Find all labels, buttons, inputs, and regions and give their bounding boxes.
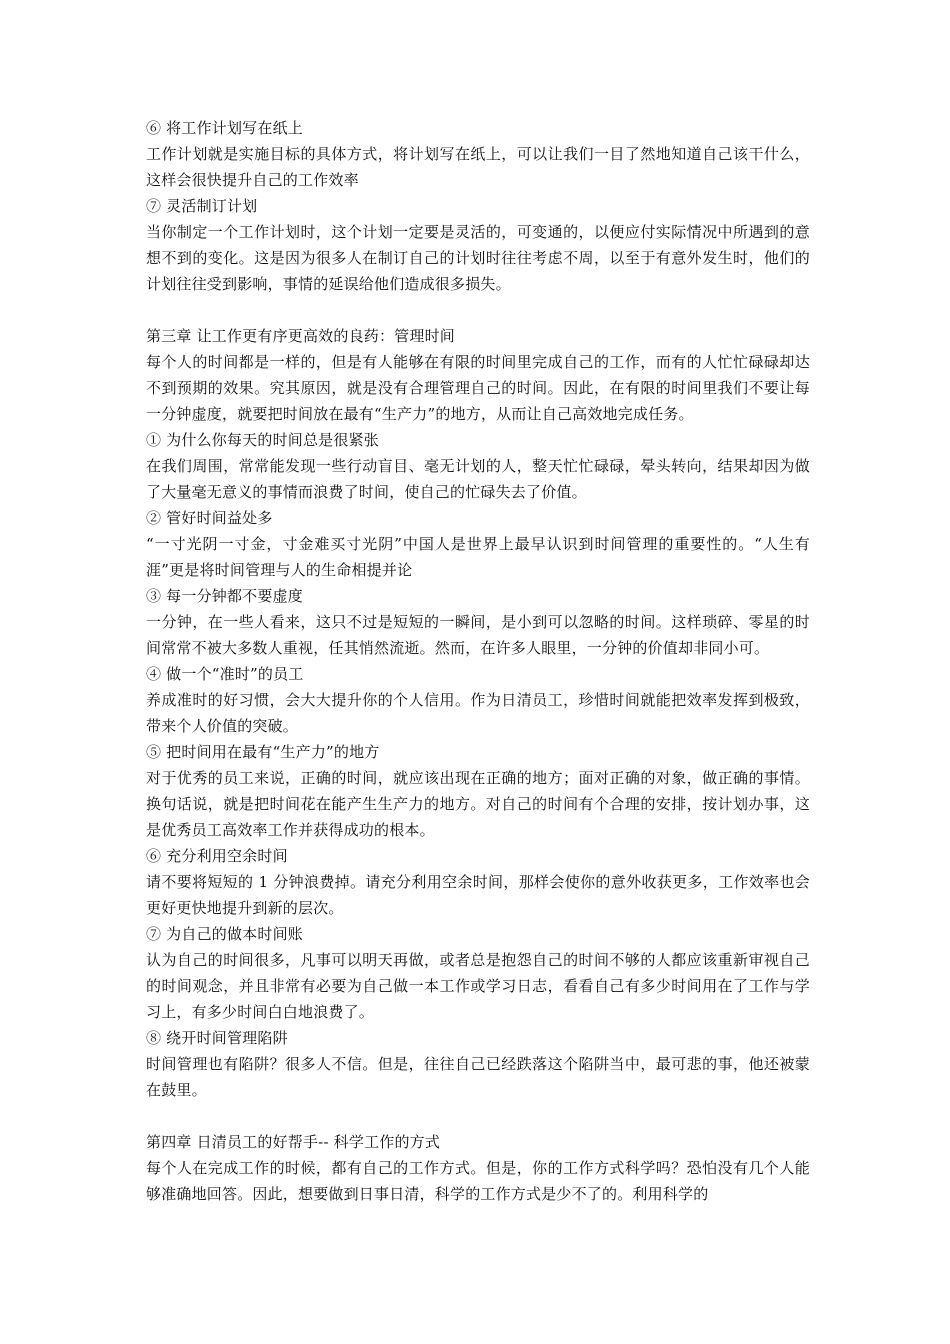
paragraph: 在我们周围，常常能发现一些行动盲目、毫无计划的人，整天忙忙碌碌，晕头转向，结果却因为做了大量毫无意义的事情而浪费了时间，使自己的忙碌失去了价值。 [146,457,810,501]
paragraph: 工作计划就是实施目标的具体方式，将计划写在纸上，可以让我们一目了然地知道自己该干什么，这样会很快提升自己的工作效率 [146,145,810,189]
paragraph: “一寸光阴一寸金，寸金难买寸光阴”中国人是世界上最早认识到时间管理的重要性的。“人生有涯”更是将时间管理与人的生命相提并论 [146,535,810,579]
paragraph: 请不要将短短的 1 分钟浪费掉。请充分利用空余时间，那样会使你的意外收获更多，工作效率也会更好更快地提升到新的层次。 [146,873,810,917]
blank-line [146,1103,810,1129]
chapter-heading: 第四章 日清员工的好帮手-- 科学工作的方式 [146,1133,441,1151]
paragraph: 每个人的时间都是一样的，但是有人能够在有限的时间里完成自己的工作，而有的人忙忙碌碌却达不到预期的效果。究其原因，就是没有合理管理自己的时间。因此，在有限的时间里我们不要让每一分钟虚度，就要把时间放在最有“生产力”的地方，从而让自己高效地完成任务。 [146,353,810,423]
paragraph: 养成准时的好习惯，会大大提升你的个人信用。作为日清员工，珍惜时间就能把效率发挥到极致，带来个人价值的突破。 [146,691,810,735]
section-heading: ② 管好时间益处多 [146,509,273,527]
section-heading: ⑧ 绕开时间管理陷阱 [146,1029,288,1047]
paragraph: 当你制定一个工作计划时，这个计划一定要是灵活的，可变通的，以便应付实际情况中所遇到的意想不到的变化。这是因为很多人在制订自己的计划时往往考虑不周，以至于有意外发生时，他们的计划往往受到影响，事情的延误给他们造成很多损失。 [146,223,810,293]
chapter-heading: 第三章 让工作更有序更高效的良药：管理时间 [146,327,455,345]
paragraph: 时间管理也有陷阱？很多人不信。但是，往往自己已经跌落这个陷阱当中，最可悲的事，他还被蒙在鼓里。 [146,1055,810,1099]
section-heading: ① 为什么你每天的时间总是很紧张 [146,431,379,449]
paragraph: 认为自己的时间很多，凡事可以明天再做，或者总是抱怨自己的时间不够的人都应该重新审视自己的时间观念，并且非常有必要为自己做一本工作或学习日志，看看自己有多少时间用在了工作与学习上，有多少时间白白地浪费了。 [146,951,810,1021]
section-heading: ⑤ 把时间用在最有“生产力”的地方 [146,743,380,761]
section-heading: ⑦ 灵活制订计划 [146,197,258,215]
section-heading: ⑥ 将工作计划写在纸上 [146,119,303,137]
document-body [146,115,810,1207]
paragraph: 对于优秀的员工来说，正确的时间，就应该出现在正确的地方；面对正确的对象，做正确的事情。换句话说，就是把时间花在能产生生产力的地方。对自己的时间有个合理的安排，按计划办事，这是优秀员工高效率工作并获得成功的根本。 [146,769,810,839]
section-heading: ③ 每一分钟都不要虚度 [146,587,303,605]
section-heading: ④ 做一个“准时”的员工 [146,665,304,683]
blank-line [146,297,810,323]
section-heading: ⑥ 充分利用空余时间 [146,847,288,865]
paragraph: 一分钟，在一些人看来，这只不过是短短的一瞬间，是小到可以忽略的时间。这样琐碎、零星的时间常常不被大多数人重视，任其悄然流逝。然而，在许多人眼里，一分钟的价值却非同小可。 [146,613,810,657]
section-heading: ⑦ 为自己的做本时间账 [146,925,303,943]
paragraph: 每个人在完成工作的时候，都有自己的工作方式。但是，你的工作方式科学吗？恐怕没有几个人能够准确地回答。因此，想要做到日事日清，科学的工作方式是少不了的。利用科学的 [146,1159,810,1203]
